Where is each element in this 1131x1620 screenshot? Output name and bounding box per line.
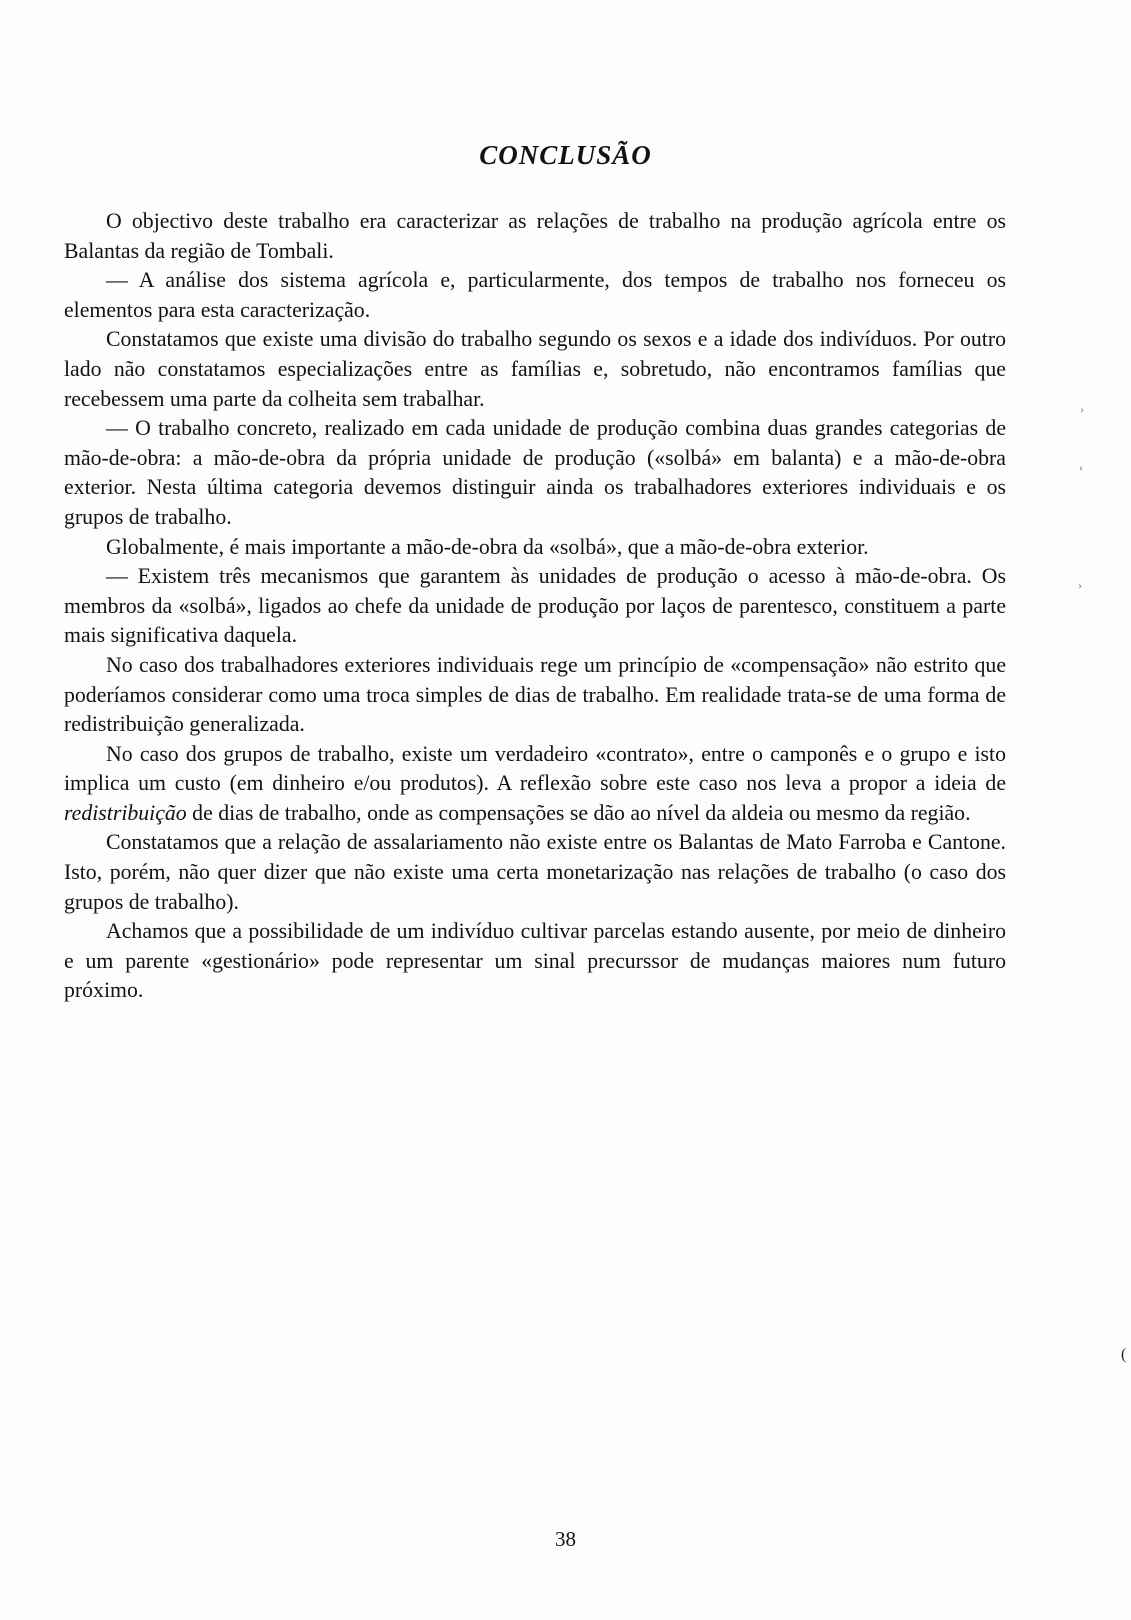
paragraph: Constatamos que existe uma divisão do trabalho segundo os sexos e a idade dos indivíduos. Por outro lado não constatamos especializações entre as famílias e, sobretudo, não encontramos famílias que recebessem uma parte da colheita sem trabalhar. xyxy=(64,327,1006,411)
paragraph: — A análise dos sistema agrícola e, particularmente, dos tempos de trabalho nos forneceu os elementos para esta caracterização. xyxy=(64,268,1006,322)
page-number: 38 xyxy=(555,1527,576,1551)
paragraph: Constatamos que a relação de assalariamento não existe entre os Balantas de Mato Farroba e Cantone. Isto, porém, não quer dizer que não existe uma certa monetarização nas relações de trabalho (o caso dos grupos de trabalho). xyxy=(64,830,1006,914)
scan-speck: ‹ xyxy=(1079,460,1083,474)
page-title: CONCLUSÃO xyxy=(479,140,652,170)
paragraph-text: de dias de trabalho, onde as compensações se dão ao nível da aldeia ou mesmo da região. xyxy=(186,800,971,825)
paragraph xyxy=(64,740,1006,829)
paragraph: Globalmente, é mais importante a mão-de-obra da «solbá», que a mão-de-obra exterior. xyxy=(106,534,869,559)
scan-speck: ( xyxy=(1121,1346,1127,1363)
emphasized-term: redistribuição xyxy=(64,800,187,825)
scan-speck: › xyxy=(1080,402,1084,416)
body-text xyxy=(64,207,1006,1006)
paragraph: — O trabalho concreto, realizado em cada unidade de produção combina duas grandes categorias de mão-de-obra: a mão-de-obra da própria unidade de produção («solbá» em balanta) e a mão-de-obra exterior. Nesta última categoria devemos distinguir ainda os trabalhadores exteriores individuais e os grupos de trabalho. xyxy=(64,416,1006,529)
paragraph: — Existem três mecanismos que garantem às unidades de produção o acesso à mão-de-obra. Os membros da «solbá», ligados ao chefe da unidade de produção por laços de parentesco, constituem a parte mais significativa daquela. xyxy=(64,564,1006,648)
paragraph: O objectivo deste trabalho era caracterizar as relações de trabalho na produção agrícola entre os Balantas da região de Tombali. xyxy=(64,209,1006,263)
paragraph-text: No caso dos grupos de trabalho, existe um verdadeiro «contrato», entre o camponês e o grupo e isto implica um custo (em dinheiro e/ou produtos). A reflexão sobre este caso nos leva a propor a ideia de xyxy=(64,741,1006,796)
paragraph: Achamos que a possibilidade de um indivíduo cultivar parcelas estando ausente, por meio de dinheiro e um parente «gestionário» pode representar um sinal precurssor de mudanças maiores num futuro próximo. xyxy=(64,919,1006,1003)
paragraph: No caso dos trabalhadores exteriores individuais rege um princípio de «compensação» não estrito que poderíamos considerar como uma troca simples de dias de trabalho. Em realidade trata-se de uma forma de redistribuição generalizada. xyxy=(64,652,1006,737)
scan-speck: › xyxy=(1078,578,1082,592)
